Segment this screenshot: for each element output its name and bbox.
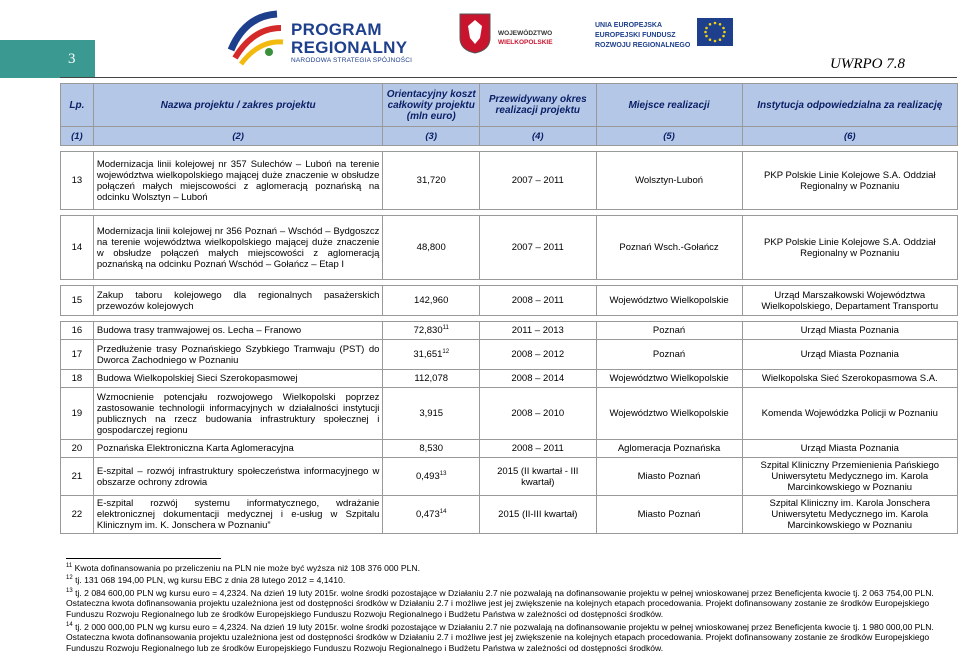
row-institution-text: Szpital Kliniczny im. Karola Jonschera Uniwersytetu Medycznego im. Karola Marcinkowskiego w Poznaniu (769, 498, 931, 531)
table-row (61, 458, 958, 496)
row-institution-text: Szpital Kliniczny Przemienienia Pańskiego Uniwersytetu Medycznego im. Karola Marcinkowskiego w Poznaniu (760, 460, 940, 493)
header-logos (225, 6, 735, 68)
row-institution-text: Komenda Wojewódzka Policji w Poznaniu (761, 408, 938, 419)
row-name (93, 388, 383, 440)
row-cost (383, 440, 480, 458)
row-place-text: Poznań Wsch.-Gołańcz (619, 242, 719, 253)
row-institution (742, 440, 957, 458)
footnote-number: 11 (66, 563, 73, 569)
row-period-text: 2015 (II kwartał - III kwartał) (497, 465, 579, 488)
table-row (61, 152, 958, 210)
row-place-text: Miasto Poznań (637, 471, 701, 482)
row-cost-text: 8,530 (419, 443, 444, 454)
row-cost-text: 31,651 (413, 349, 443, 361)
row-lp (61, 370, 94, 388)
row-cost (383, 322, 480, 340)
program-line1: PROGRAM (291, 20, 382, 39)
row-cost-text: 142,960 (414, 295, 449, 306)
footnote-number: 13 (66, 587, 73, 594)
row-name (93, 322, 383, 340)
row-institution-text: PKP Polskie Linie Kolejowe S.A. Oddział Regionalny w Poznaniu (764, 236, 936, 259)
row-period (480, 496, 597, 534)
row-cost-text: 0,473 (415, 509, 440, 521)
footnote-text: tj. 131 068 194,00 PLN, wg kursu EBC z dnia 28 lutego 2012 = 4,1410. (75, 575, 346, 586)
row-name-text: Poznańska Elektroniczna Karta Aglomeracyjna (96, 443, 294, 454)
row-cost (383, 340, 480, 370)
row-lp (61, 152, 94, 210)
row-lp-text: 16 (71, 325, 83, 336)
footnote-rule (66, 558, 221, 559)
col-number: (4) (480, 127, 597, 146)
row-name-text: Modernizacja linii kolejowej nr 356 Poznań – Wschód – Bydgoszcz na terenie województwa wielkopolskiego mającej duże znaczenie w obsłudze połączeń małych miejscowości z aglomeracją poznańską na odcinku Poznań Wschód – Gołańcz – Etap I (96, 225, 380, 270)
row-institution (742, 216, 957, 280)
row-place (596, 152, 742, 210)
row-institution-text: Urząd Miasta Poznania (800, 325, 899, 336)
table-row (61, 340, 958, 370)
row-place (596, 440, 742, 458)
ue-line2: EUROPEJSKI FUNDUSZ (595, 32, 676, 39)
row-period (480, 340, 597, 370)
row-place (596, 458, 742, 496)
table-row (61, 496, 958, 534)
wojewodztwo-logo (458, 12, 588, 62)
program-line3: NARODOWA STRATEGIA SPÓJNOŚCI (291, 57, 413, 64)
row-institution-text: Wielkopolska Sieć Szerokopasmowa S.A. (761, 373, 938, 384)
ue-logo (595, 18, 740, 64)
row-period (480, 388, 597, 440)
table-row (61, 216, 958, 280)
row-place-text: Wolsztyn-Luboń (635, 175, 704, 186)
row-lp (61, 388, 94, 440)
row-name (93, 370, 383, 388)
footnote-text: Kwota dofinansowania po przeliczeniu na PLN nie może być wyższa niż 108 376 000 PLN. (74, 562, 421, 573)
row-place (596, 370, 742, 388)
footnote (66, 586, 956, 620)
row-lp (61, 322, 94, 340)
row-place (596, 322, 742, 340)
col-number: (2) (93, 127, 383, 146)
row-place-text: Województwo Wielkopolskie (609, 295, 729, 306)
row-period-text: 2008 – 2011 (511, 295, 564, 306)
row-period-text: 2007 – 2011 (511, 175, 564, 186)
wojewodztwo-line1: WOJEWÓDZTWO (498, 30, 553, 37)
row-institution (742, 496, 957, 534)
footnote-ref: 13 (439, 470, 447, 477)
header-lp: Lp. (61, 84, 94, 127)
footnote-ref: 12 (442, 348, 450, 355)
row-cost (383, 152, 480, 210)
row-institution (742, 370, 957, 388)
row-lp-text: 22 (71, 509, 83, 520)
row-period (480, 458, 597, 496)
row-institution-text: Urząd Miasta Poznania (800, 443, 899, 454)
row-lp-text: 15 (71, 295, 83, 306)
row-cost (383, 286, 480, 316)
footnote-text: tj. 2 000 000,00 PLN wg kursu euro = 4,2324. Na dzień 19 luty 2015r. wolne środki pozostające w Działaniu 2.7 nie pozwalają na dofinansowanie projektu w pełnej wnioskowanej przez Beneficjenta kwocie tj. 1 980 000,00 PLN. Ostateczna kwota dofinansowania projektu uzależniona jest od dostępności środków w Działaniu 2.7 i możliwe jest jej zwiększenie na kolejnych etapach procedowania. Projekt dofinansowany zostanie ze środków Europejskiego Funduszu Rozwoju Regionalnego lub ze środków Europejskiego Funduszu Rozwoju Regionalnego i Budżetu Państwa w zależności od dostępności środków. (66, 621, 934, 653)
row-cost (383, 496, 480, 534)
row-name-text: Wzmocnienie potencjału rozwojowego Wielkopolski poprzez zastosowanie technologii informacyjnych w działalności instytucji publicznych na rzecz budowania infrastruktury społecznej i gospodarczej regionu (96, 391, 380, 436)
row-name (93, 340, 383, 370)
col-number: (1) (61, 127, 94, 146)
row-period-text: 2011 – 2013 (511, 325, 564, 336)
row-lp-text: 14 (71, 242, 83, 253)
header-cost: Orientacyjny koszt całkowity projektu (mln euro) (383, 84, 480, 127)
row-cost (383, 216, 480, 280)
header-name: Nazwa projektu / zakres projektu (93, 84, 383, 127)
row-place-text: Poznań (652, 325, 686, 336)
col-number: (3) (383, 127, 480, 146)
row-period-text: 2015 (II-III kwartał) (498, 509, 578, 520)
row-cost-text: 48,800 (416, 242, 446, 253)
header-place: Miejsce realizacji (596, 84, 742, 127)
row-name-text: Modernizacja linii kolejowej nr 357 Sulechów – Luboń na terenie województwa wielkopolskiego mającej duże znaczenie w obsłudze połączeń małych miejscowości z aglomeracją poznańską na odcinku Wolsztyn – Luboń (96, 158, 380, 203)
row-place (596, 286, 742, 316)
row-institution-text: Urząd Marszałkowski Województwa Wielkopolskiego, Departament Transportu (761, 289, 939, 312)
row-lp (61, 440, 94, 458)
row-cost-text: 31,720 (416, 175, 446, 186)
header-divider (60, 77, 957, 78)
header-institution: Instytucja odpowiedzialna za realizację (742, 84, 957, 127)
ue-line1: UNIA EUROPEJSKA (595, 22, 663, 29)
row-institution-text: Urząd Miasta Poznania (800, 349, 899, 360)
row-name-text: E-szpital – rozwój infrastruktury społeczeństwa informacyjnego w obszarze ochrony zdrowia (96, 465, 380, 488)
row-lp (61, 496, 94, 534)
document-code: UWRPO 7.8 (830, 56, 905, 72)
row-name-text: Zakup taboru kolejowego dla regionalnych pasażerskich przewozów kolejowych (96, 289, 380, 312)
table-row (61, 370, 958, 388)
row-place-text: Aglomeracja Poznańska (617, 443, 721, 454)
col-number: (5) (596, 127, 742, 146)
row-name-text: Budowa trasy tramwajowej os. Lecha – Franowo (96, 325, 302, 336)
header-period: Przewidywany okres realizacji projektu (480, 84, 597, 127)
row-cost-text: 72,830 (413, 325, 443, 337)
row-period-text: 2008 – 2011 (511, 443, 564, 454)
row-lp-text: 21 (71, 471, 83, 482)
ue-line3: ROZWOJU REGIONALNEGO (595, 42, 691, 49)
row-period-text: 2008 – 2010 (511, 408, 565, 419)
row-period (480, 286, 597, 316)
footnote-list (66, 561, 956, 653)
footnote-text: tj. 2 084 600,00 PLN wg kursu euro = 4,2324. Na dzień 19 luty 2015r. wolne środki pozostające w Działaniu 2.7 nie pozwalają na dofinansowanie projektu w pełnej wnioskowanej przez Beneficjenta kwocie tj. 2 063 754,00 PLN. Ostateczna kwota dofinansowania projektu uzależniona jest od dostępności środków w Działaniu 2.7 i możliwe jest jej zwiększenie na kolejnych etapach procedowania. Projekt dofinansowany zostanie ze środków Europejskiego Funduszu Rozwoju Regionalnego lub ze środków Europejskiego Funduszu Rozwoju Regionalnego i Budżetu Państwa w zależności od dostępności środków. (66, 587, 934, 619)
row-place (596, 216, 742, 280)
table-row (61, 286, 958, 316)
row-institution (742, 340, 957, 370)
row-lp (61, 340, 94, 370)
row-institution (742, 388, 957, 440)
program-swirl-icon (225, 6, 287, 68)
row-place (596, 388, 742, 440)
row-name-text: Budowa Wielkopolskiej Sieci Szerokopasmowej (96, 373, 298, 384)
footnote-number: 14 (66, 621, 73, 628)
program-line2: REGIONALNY (291, 38, 408, 57)
row-period (480, 370, 597, 388)
row-institution (742, 286, 957, 316)
row-lp-text: 20 (71, 443, 83, 454)
row-name-text: Przedłużenie trasy Poznańskiego Szybkiego Tramwaju (PST) do Dworca Zachodniego w Poznaniu (96, 343, 380, 366)
row-period (480, 440, 597, 458)
table-row (61, 388, 958, 440)
row-institution (742, 458, 957, 496)
col-number: (6) (742, 127, 957, 146)
row-name-text: E-szpital rozwój systemu informatycznego, wdrażanie elektronicznej dokumentacji medycznej i e-usług w Szpitalu Klinicznym im. K. Jonschera w Poznaniu” (96, 498, 380, 531)
footnote (66, 573, 956, 585)
row-period (480, 216, 597, 280)
row-period-text: 2008 – 2014 (511, 373, 565, 384)
projects-table (60, 83, 958, 534)
table-header-row (61, 84, 958, 127)
row-cost (383, 370, 480, 388)
footnote-ref: 11 (442, 324, 449, 331)
row-institution (742, 152, 957, 210)
footnote-number: 12 (66, 575, 73, 582)
row-cost-text: 0,493 (415, 471, 440, 483)
row-place-text: Województwo Wielkopolskie (609, 373, 729, 384)
row-lp-text: 18 (71, 373, 83, 384)
row-name (93, 440, 383, 458)
column-number-row (61, 127, 958, 146)
row-lp (61, 286, 94, 316)
row-cost-text: 112,078 (414, 373, 449, 384)
row-name (93, 286, 383, 316)
row-place-text: Miasto Poznań (637, 509, 701, 520)
eagle-shield-icon (458, 12, 492, 54)
row-lp (61, 216, 94, 280)
row-cost (383, 458, 480, 496)
row-place-text: Poznań (652, 349, 686, 360)
footnote (66, 561, 956, 573)
row-lp (61, 458, 94, 496)
footnote-ref: 14 (439, 508, 447, 515)
footnotes (66, 558, 956, 653)
row-lp-text: 13 (71, 175, 83, 186)
row-period-text: 2008 – 2012 (511, 349, 565, 360)
row-period (480, 152, 597, 210)
row-place-text: Województwo Wielkopolskie (609, 408, 729, 419)
eu-flag-icon (697, 18, 733, 46)
row-place (596, 496, 742, 534)
table-row (61, 322, 958, 340)
row-name (93, 496, 383, 534)
row-period (480, 322, 597, 340)
row-institution-text: PKP Polskie Linie Kolejowe S.A. Oddział Regionalny w Poznaniu (764, 169, 936, 192)
row-name (93, 216, 383, 280)
row-place (596, 340, 742, 370)
program-regionalny-logo (225, 6, 423, 68)
page-number: 3 (0, 40, 95, 78)
row-period-text: 2007 – 2011 (511, 242, 564, 253)
row-lp-text: 19 (71, 408, 83, 419)
row-lp-text: 17 (71, 349, 83, 360)
row-institution (742, 322, 957, 340)
wojewodztwo-line2: WIELKOPOLSKIE (498, 39, 553, 46)
row-name (93, 152, 383, 210)
table-row (61, 440, 958, 458)
row-cost (383, 388, 480, 440)
row-name (93, 458, 383, 496)
row-cost-text: 3,915 (419, 408, 444, 419)
footnote (66, 620, 956, 653)
